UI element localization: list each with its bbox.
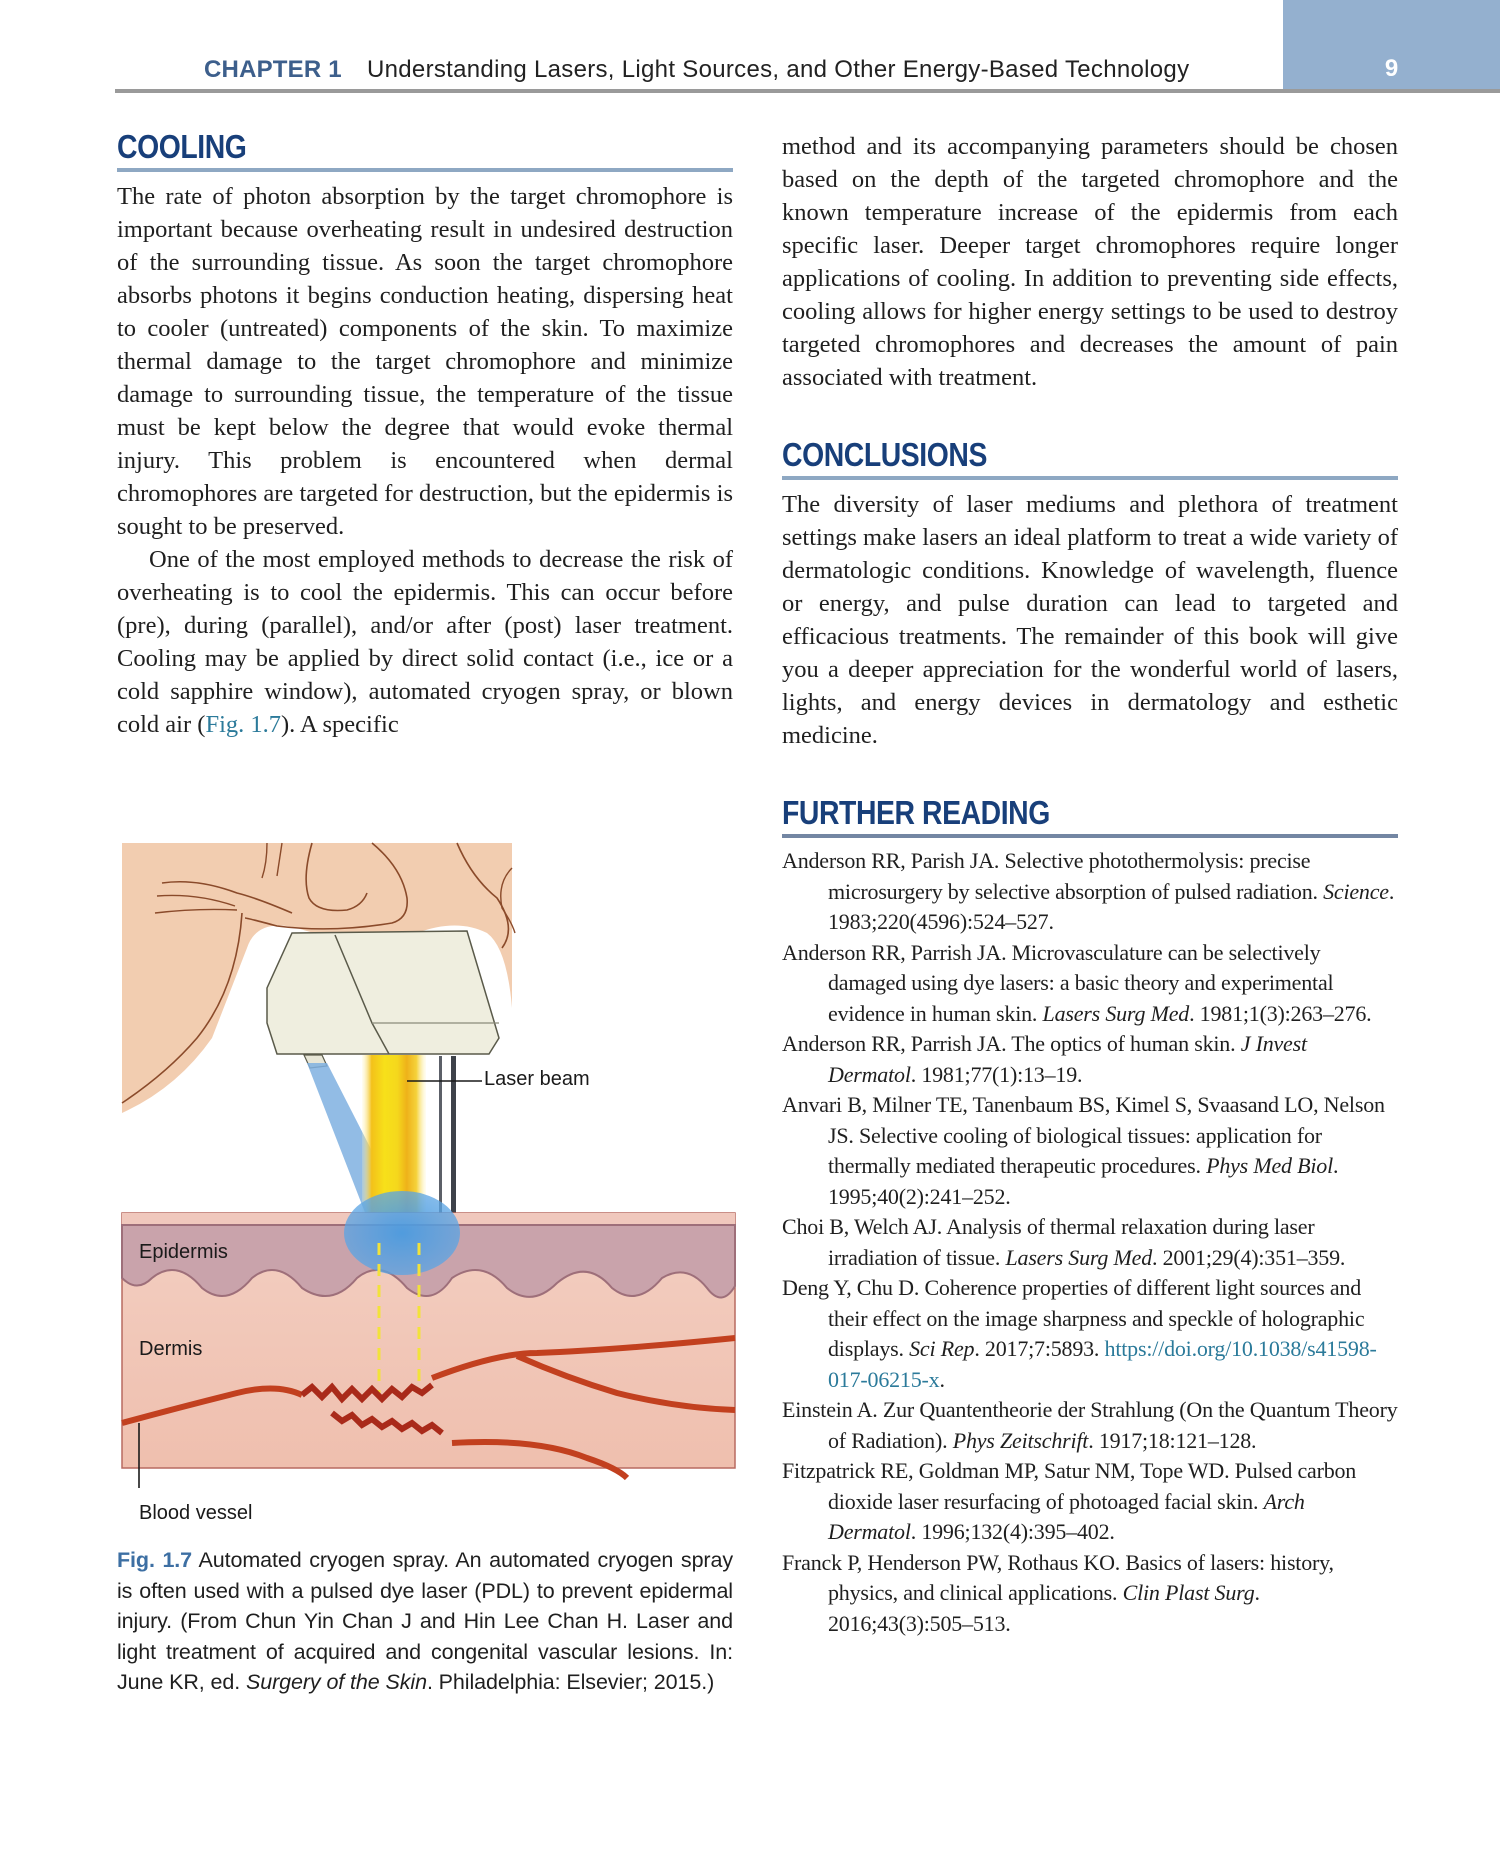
reference-list <box>782 846 1398 1639</box>
header-rule <box>115 89 1500 93</box>
reference-item: Anvari B, Milner TE, Tanenbaum BS, Kimel S, Svaasand LO, Nelson JS. Selective cooling of biological tissues: application for thermally mediated therapeutic procedures. Phys Med Biol. 1995;40(2):241–252. <box>782 1092 1385 1209</box>
chapter-title: Understanding Lasers, Light Sources, and Other Energy-Based Technology <box>367 56 1190 83</box>
right-column <box>782 130 1398 1639</box>
conclusions-heading-rule <box>782 476 1398 480</box>
label-dermis: Dermis <box>139 1338 203 1360</box>
cryogen-spray-illustration <box>117 838 737 1488</box>
page-number: 9 <box>1384 55 1399 82</box>
cooling-heading: COOLING <box>117 128 247 165</box>
reference-item: Fitzpatrick RE, Goldman MP, Satur NM, Tope WD. Pulsed carbon dioxide laser resurfacing of photoaged facial skin. Arch Dermatol. 1996;132(4):395–402. <box>782 1458 1357 1544</box>
caption-text-end: . Philadelphia: Elsevier; 2015.) <box>426 1670 715 1694</box>
cooling-paragraph-2 <box>117 543 733 741</box>
cooling-heading-rule <box>117 168 733 172</box>
fig-1-7-link[interactable]: Fig. 1.7 <box>205 711 281 738</box>
reference-item: Franck P, Henderson PW, Rothaus KO. Basics of lasers: history, physics, and clinical applications. Clin Plast Surg. 2016;43(3):505–513. <box>782 1549 1334 1636</box>
reference-item: Anderson RR, Parrish JA. The optics of human skin. J Invest Dermatol. 1981;77(1):13–19. <box>782 1031 1307 1087</box>
laser-handpiece-icon <box>267 931 499 1068</box>
reference-item: Deng Y, Chu D. Coherence properties of different light sources and their effect on the image sharpness and speckle of holographic displays. Sci Rep. 2017;7:5893. https://doi.org/10.1038/s41598-017-06215-x. <box>782 1275 1377 1392</box>
cooling-paragraph-2-continued: method and its accompanying parameters should be chosen based on the depth of the targeted chromophore and the known temperature increase of the epidermis from each specific laser. Deeper target chromophores require longer applications of cooling. In addition to preventing side effects, cooling allows for higher energy settings to be used to destroy targeted chromophores and decreases the amount of pain associated with treatment. <box>782 133 1398 391</box>
conclusions-heading: CONCLUSIONS <box>782 436 987 473</box>
caption-text: Automated cryogen spray. An automated cryogen spray is often used with a pulsed dye laser (PDL) to prevent epidermal injury. (From Chun Yin Chan J and Hin Lee Chan H. Laser and light treatment of acquired and congenital vascular lesions. In: June KR, ed. <box>117 1548 733 1694</box>
caption-book-title: Surgery of the Skin <box>245 1670 427 1694</box>
cooling-paragraph-1: The rate of photon absorption by the target chromophore is important because overheating result in undesired destruction of the surrounding tissue. As soon the target chromophore absorbs photons it begins conduction heating, dispersing heat to cooler (untreated) components of the skin. To maximize thermal damage to the target chromophore and minimize damage to surrounding tissue, the temperature of the tissue must be kept below the degree that would evoke thermal injury. This problem is encountered when dermal chromophores are targeted for destruction, but the epidermis is sought to be preserved. <box>117 183 733 540</box>
doi-link[interactable]: https://doi.org/10.1038/s41598-017-06215-x <box>828 1336 1377 1392</box>
label-laser-beam: Laser beam <box>484 1068 590 1090</box>
figure-1-7 <box>117 838 737 1524</box>
skin-cross-section <box>122 1191 735 1488</box>
reference-item: Anderson RR, Parish JA. Selective photothermolysis: precise microsurgery by selective absorption of pulsed radiation. Science. 1983;220(4596):524–527. <box>782 848 1395 934</box>
conclusions-paragraph: The diversity of laser mediums and plethora of treatment settings make lasers an ideal platform to treat a wide variety of dermatologic conditions. Knowledge of wavelength, fluence or energy, and pulse duration can lead to targeted and efficacious treatments. The remainder of this book will give you a deeper appreciation for the wonderful world of lasers, lights, and energy devices in dermatology and esthetic medicine. <box>782 491 1398 749</box>
caption-figure-ref: Fig. 1.7 <box>117 1548 193 1572</box>
reference-item: Anderson RR, Parrish JA. Microvasculature can be selectively damaged using dye lasers: a basic theory and experimental evidence in human skin. Lasers Surg Med. 1981;1(3):263–276. <box>782 939 1372 1026</box>
reference-item: Einstein A. Zur Quantentheorie der Strahlung (On the Quantum Theory of Radiation). Phys Zeitschrift. 1917;18:121–128. <box>782 1397 1398 1453</box>
left-column <box>117 128 733 741</box>
label-blood-vessel: Blood vessel <box>139 1502 253 1524</box>
chapter-label: CHAPTER 1 <box>204 56 342 83</box>
label-epidermis: Epidermis <box>139 1241 228 1263</box>
cooling-paragraph-2-end: ). A specific <box>281 711 399 738</box>
cooling-paragraph-2-text: One of the most employed methods to decrease the risk of overheating is to cool the epidermis. This can occur before (pre), during (parallel), and/or after (post) laser treatment. Cooling may be applied by direct solid contact (i.e., ice or a cold sapphire window), automated cryogen spray, or blown cold air ( <box>117 546 733 738</box>
figure-caption <box>117 1545 733 1698</box>
further-reading-heading: FURTHER READING <box>782 794 1050 831</box>
reference-item: Choi B, Welch AJ. Analysis of thermal relaxation during laser irradiation of tissue. Lasers Surg Med. 2001;29(4):351–359. <box>782 1214 1346 1270</box>
page-number-box <box>1283 0 1500 90</box>
further-reading-heading-rule <box>782 834 1398 838</box>
